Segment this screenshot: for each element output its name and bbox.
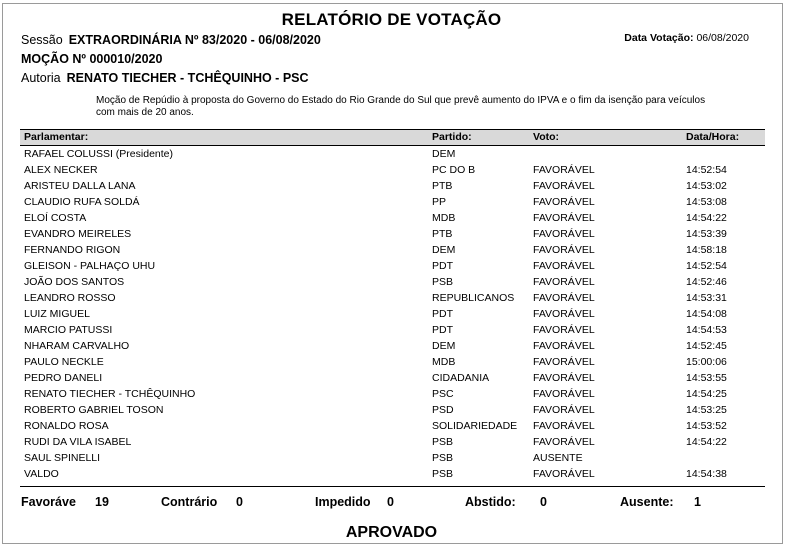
totals-divider [20, 486, 765, 487]
against-label: Contrário [161, 495, 218, 509]
row-name: FERNANDO RIGON [24, 244, 121, 256]
row-vote: FAVORÁVEL [533, 468, 595, 480]
row-party: PP [432, 196, 447, 208]
author-value: RENATO TIECHER - TCHÊQUINHO - PSC [66, 71, 309, 85]
session-line [21, 33, 321, 47]
table-row [20, 371, 765, 387]
row-time: 14:53:55 [686, 372, 727, 384]
absent-count: 1 [694, 495, 701, 509]
row-name: ALEX NECKER [24, 164, 98, 176]
row-party: PSB [432, 452, 454, 464]
header-data-hora: Data/Hora: [686, 131, 740, 143]
table-row [20, 435, 765, 451]
row-vote: FAVORÁVEL [533, 180, 595, 192]
row-party: PTB [432, 228, 453, 240]
motion-number: MOÇÃO Nº 000010/2020 [21, 52, 163, 66]
row-vote: FAVORÁVEL [533, 356, 595, 368]
row-time: 14:53:31 [686, 292, 727, 304]
row-name: NHARAM CARVALHO [24, 340, 130, 352]
row-party: DEM [432, 244, 456, 256]
absent-label: Ausente: [620, 495, 674, 509]
row-time: 14:52:54 [686, 260, 727, 272]
row-time: 14:54:22 [686, 436, 727, 448]
table-row [20, 211, 765, 227]
table-row [20, 307, 765, 323]
row-party: PTB [432, 180, 453, 192]
header-partido: Partido: [432, 131, 472, 143]
table-row [20, 467, 765, 483]
row-time: 14:58:18 [686, 244, 727, 256]
row-party: SOLIDARIEDADE [432, 420, 518, 432]
row-vote: FAVORÁVEL [533, 196, 595, 208]
row-name: SAUL SPINELLI [24, 452, 101, 464]
table-row [20, 323, 765, 339]
row-name: RONALDO ROSA [24, 420, 109, 432]
description-line-1: Moção de Repúdio à proposta do Governo do Estado do Rio Grande do Sul que prevê aumento do IPVA e o fim da isenção para veículos [96, 95, 706, 106]
session-label: Sessão [21, 33, 63, 47]
row-name: LEANDRO ROSSO [24, 292, 116, 304]
row-vote: FAVORÁVEL [533, 244, 595, 256]
row-time: 14:53:02 [686, 180, 727, 192]
table-row [20, 227, 765, 243]
row-vote: FAVORÁVEL [533, 388, 595, 400]
row-party: PSB [432, 436, 454, 448]
header-parlamentar: Parlamentar: [24, 131, 89, 143]
row-vote: FAVORÁVEL [533, 340, 595, 352]
row-party: PDT [432, 324, 453, 336]
report-title: RELATÓRIO DE VOTAÇÃO [281, 10, 502, 29]
row-vote: FAVORÁVEL [533, 436, 595, 448]
row-time: 14:54:38 [686, 468, 727, 480]
row-name: ARISTEU DALLA LANA [24, 180, 136, 192]
row-party: PSB [432, 468, 454, 480]
impeded-label: Impedido [315, 495, 371, 509]
table-row [20, 179, 765, 195]
row-vote: FAVORÁVEL [533, 292, 595, 304]
favor-label: Favoráve [21, 495, 76, 509]
table-row [20, 275, 765, 291]
table-row [20, 451, 765, 467]
table-row [20, 339, 765, 355]
row-time: 14:52:54 [686, 164, 727, 176]
row-party: CIDADANIA [432, 372, 490, 384]
motion-description [96, 95, 761, 119]
row-party: REPUBLICANOS [432, 292, 515, 304]
table-row [20, 259, 765, 275]
table-row [20, 355, 765, 371]
row-name: EVANDRO MEIRELES [24, 228, 132, 240]
row-name: RAFAEL COLUSSI (Presidente) [24, 148, 173, 160]
row-name: MARCIO PATUSSI [24, 324, 113, 336]
abstained-label: Abstido: [465, 495, 516, 509]
row-time: 14:53:08 [686, 196, 727, 208]
row-party: MDB [432, 212, 456, 224]
row-party: PSB [432, 276, 454, 288]
row-name: VALDO [24, 468, 59, 480]
row-name: CLAUDIO RUFA SOLDÁ [24, 196, 140, 208]
row-time: 14:52:46 [686, 276, 727, 288]
row-name: PAULO NECKLE [24, 356, 104, 368]
row-party: PC DO B [432, 164, 476, 176]
row-vote: FAVORÁVEL [533, 404, 595, 416]
vote-date-label: Data Votação: [624, 32, 694, 44]
row-vote: FAVORÁVEL [533, 276, 595, 288]
author-label: Autoria [21, 71, 61, 85]
row-name: JOÃO DOS SANTOS [24, 276, 125, 288]
against-count: 0 [236, 495, 243, 509]
table-row [20, 419, 765, 435]
row-party: PSD [432, 404, 454, 416]
row-name: PEDRO DANELI [24, 372, 103, 384]
description-line-2: com mais de 20 anos. [96, 107, 194, 118]
row-party: PDT [432, 260, 453, 272]
row-time: 14:54:08 [686, 308, 727, 320]
vote-date [624, 32, 749, 44]
row-vote: FAVORÁVEL [533, 228, 595, 240]
row-name: ELOÍ COSTA [24, 212, 87, 224]
row-time: 14:54:25 [686, 388, 727, 400]
table-header [20, 129, 765, 146]
row-name: LUIZ MIGUEL [24, 308, 90, 320]
table-row [20, 147, 765, 163]
row-party: PDT [432, 308, 453, 320]
row-time: 14:52:45 [686, 340, 727, 352]
author-line [21, 71, 309, 85]
row-party: MDB [432, 356, 456, 368]
row-name: ROBERTO GABRIEL TOSON [24, 404, 164, 416]
favor-count: 19 [95, 495, 109, 509]
row-time: 14:53:39 [686, 228, 727, 240]
row-time: 14:53:52 [686, 420, 727, 432]
row-time: 14:54:53 [686, 324, 727, 336]
row-time: 15:00:06 [686, 356, 727, 368]
row-name: RUDI DA VILA ISABEL [24, 436, 132, 448]
row-vote: FAVORÁVEL [533, 260, 595, 272]
impeded-count: 0 [387, 495, 394, 509]
row-party: PSC [432, 388, 454, 400]
vote-table-body [20, 147, 765, 483]
header-voto: Voto: [533, 131, 560, 143]
table-row [20, 291, 765, 307]
row-party: DEM [432, 340, 456, 352]
row-party: DEM [432, 148, 456, 160]
row-vote: FAVORÁVEL [533, 420, 595, 432]
table-row [20, 243, 765, 259]
row-name: RENATO TIECHER - TCHÊQUINHO [24, 388, 196, 400]
session-value: EXTRAORDINÁRIA Nº 83/2020 - 06/08/2020 [68, 33, 321, 47]
vote-date-value: 06/08/2020 [696, 32, 749, 44]
row-time: 14:54:22 [686, 212, 727, 224]
row-vote: AUSENTE [533, 452, 583, 464]
row-time: 14:53:25 [686, 404, 727, 416]
table-row [20, 387, 765, 403]
row-vote: FAVORÁVEL [533, 308, 595, 320]
table-row [20, 163, 765, 179]
table-row [20, 403, 765, 419]
row-vote: FAVORÁVEL [533, 372, 595, 384]
abstained-count: 0 [540, 495, 547, 509]
row-vote: FAVORÁVEL [533, 164, 595, 176]
vote-result: APROVADO [345, 524, 438, 541]
row-name: GLEISON - PALHAÇO UHU [24, 260, 156, 272]
table-row [20, 195, 765, 211]
row-vote: FAVORÁVEL [533, 324, 595, 336]
row-vote: FAVORÁVEL [533, 212, 595, 224]
